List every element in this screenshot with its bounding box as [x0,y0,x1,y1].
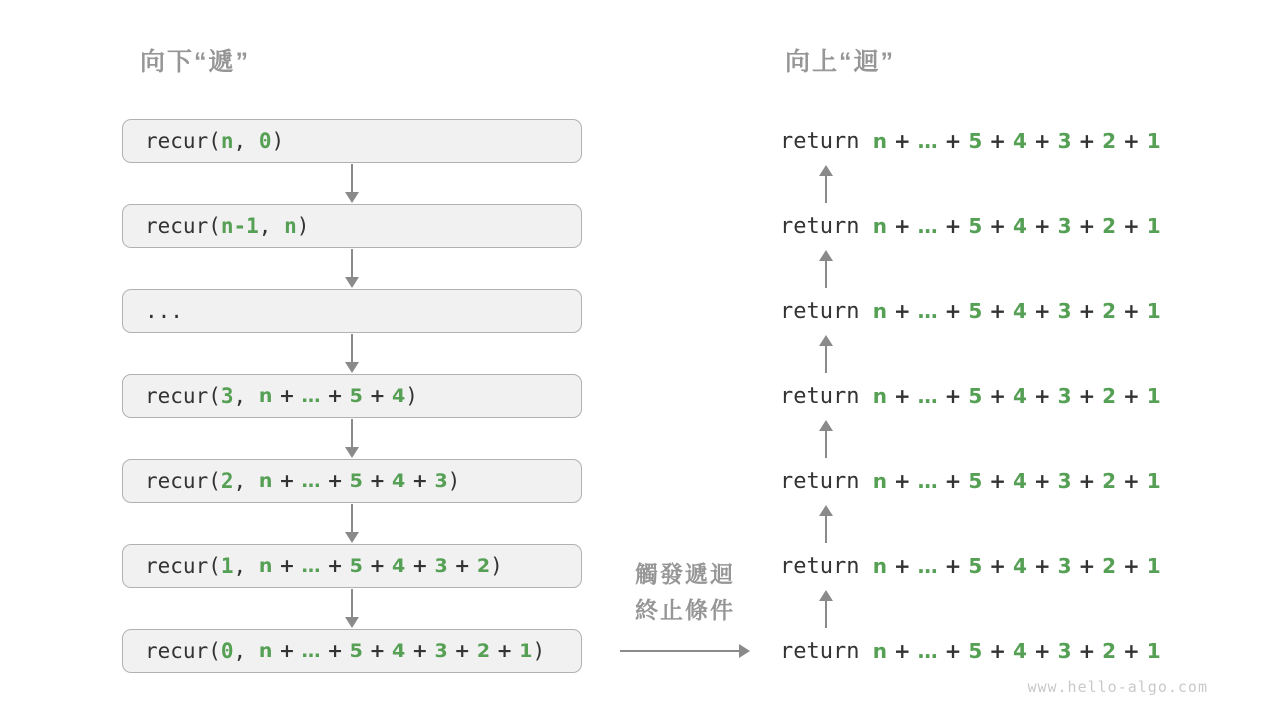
code-segment: + [272,385,302,407]
code-segment: … [917,384,938,408]
code-segment: n-1 [220,214,259,238]
code-segment: … [917,214,938,238]
code-segment: 4 [1012,129,1027,153]
code-segment: + [1071,214,1103,238]
code-segment: 5 [968,639,983,663]
code-segment: + [982,554,1013,578]
code-segment: 5 [968,469,983,493]
code-segment: 1 [1146,129,1161,153]
code-segment: + [982,129,1013,153]
code-segment: + [320,385,350,407]
code-segment: + [272,640,302,662]
code-segment: 3 [1057,554,1072,578]
code-segment: + [405,470,435,492]
code-segment: + [886,214,918,238]
code-segment: ) [271,129,285,153]
code-segment: n [258,555,273,577]
code-segment: 4 [1012,384,1027,408]
code-segment: + [886,129,918,153]
code-segment: + [1116,554,1147,578]
code-segment: n [284,214,297,238]
termination-annotation [615,556,755,628]
code-segment: 4 [1012,214,1027,238]
code-segment: + [320,555,350,577]
code-segment: n [872,214,887,238]
watermark: www.hello-algo.com [1027,678,1208,696]
code-segment: … [917,469,938,493]
code-segment: + [320,470,350,492]
down-arrow-icon [345,504,359,544]
code-segment: 3 [434,640,448,662]
recur-call-box-6 [122,629,582,673]
code-segment: n [872,384,887,408]
code-segment: 5 [349,470,363,492]
return-line-6 [780,629,1161,673]
code-segment: 2 [1102,299,1117,323]
code-segment: + [982,469,1013,493]
code-segment: 1 [1146,384,1161,408]
code-segment: + [1026,299,1058,323]
down-arrow-icon [345,419,359,459]
code-segment: n [220,129,234,153]
right-arrow-icon [620,644,750,658]
down-arrow-icon [345,249,359,289]
code-segment: + [272,555,302,577]
up-arrow-icon [819,165,833,203]
code-segment: 3 [220,384,234,408]
code-segment: n [872,129,887,153]
up-arrow-icon [819,590,833,628]
code-segment: 1 [220,554,234,578]
code-segment: , [233,469,259,493]
code-segment: 2 [476,555,491,577]
code-segment: + [320,640,350,662]
recur-call-box-3 [122,374,582,418]
code-segment: recur( [145,129,221,153]
code-segment: n [258,470,273,492]
code-segment: , [258,214,285,238]
code-segment: 1 [1146,214,1161,238]
code-segment: ) [405,384,418,408]
code-segment: , [233,384,259,408]
code-segment: + [1026,214,1058,238]
code-segment: + [1071,554,1103,578]
code-segment: … [917,129,938,153]
code-segment: 3 [1057,384,1072,408]
code-segment: + [886,384,918,408]
code-segment: 0 [220,639,234,663]
code-segment: n [872,554,887,578]
code-segment: 4 [1012,299,1027,323]
code-segment: 3 [1057,469,1072,493]
code-segment: + [1071,384,1103,408]
code-segment: + [1026,554,1058,578]
code-segment: 0 [258,129,272,153]
code-segment: 2 [1102,639,1117,663]
code-segment: return [780,213,873,239]
code-segment: + [1026,469,1058,493]
code-segment: n [872,299,887,323]
code-segment: return [780,128,873,154]
code-segment: + [982,384,1013,408]
code-segment: 1 [1146,639,1161,663]
return-line-5 [780,544,1161,588]
code-segment: 3 [434,555,448,577]
code-segment: + [1026,129,1058,153]
code-segment: + [937,299,969,323]
code-segment: + [1071,129,1103,153]
code-segment: 2 [1102,214,1117,238]
code-segment: return [780,638,873,664]
code-segment: + [1116,469,1147,493]
code-segment: 4 [1012,639,1027,663]
code-segment: + [405,555,435,577]
code-segment: n [872,639,887,663]
code-segment: 2 [1102,129,1117,153]
upward-return-header: 向上“迴” [785,48,896,76]
code-segment: return [780,298,873,324]
code-segment: 5 [968,129,983,153]
code-segment: 4 [392,470,406,492]
code-segment: + [1116,299,1147,323]
code-segment: return [780,468,873,494]
code-segment: + [1071,299,1103,323]
code-segment: 3 [1057,129,1072,153]
code-segment: + [1116,639,1147,663]
code-segment: + [886,469,918,493]
code-segment: recur( [145,384,221,408]
code-segment: + [362,470,393,492]
code-segment: 5 [349,555,363,577]
code-segment: + [362,385,393,407]
code-segment: ) [447,469,461,493]
code-segment: + [362,640,393,662]
code-segment: + [1116,214,1147,238]
code-segment: + [1071,639,1103,663]
code-segment: , [233,554,259,578]
code-segment: … [917,639,938,663]
code-segment: 1 [1146,299,1161,323]
code-segment: + [1116,384,1147,408]
code-segment: 1 [1146,469,1161,493]
code-segment: + [1026,639,1058,663]
code-segment: … [917,299,938,323]
code-segment: + [982,639,1013,663]
down-arrow-icon [345,589,359,629]
up-arrow-icon [819,505,833,543]
up-arrow-icon [819,335,833,373]
code-segment: 5 [349,640,363,662]
code-segment: 1 [519,640,533,662]
code-segment: 5 [349,385,363,407]
annotation-line1: 觸發遞迴 [635,561,735,587]
code-segment: + [937,129,969,153]
code-segment: + [490,640,520,662]
code-segment: 4 [392,555,406,577]
code-segment: 4 [392,385,406,407]
code-segment: + [982,214,1013,238]
code-segment: + [447,640,477,662]
code-segment: n [872,469,887,493]
code-segment: + [937,554,969,578]
up-arrow-icon [819,420,833,458]
code-segment: ) [296,214,310,238]
down-arrow-icon [345,334,359,374]
code-segment: 3 [434,470,448,492]
code-segment: 2 [1102,469,1117,493]
code-segment: + [886,639,918,663]
code-segment: recur( [145,214,221,238]
code-segment: 2 [476,640,491,662]
code-segment: 3 [1057,639,1072,663]
code-segment: + [937,384,969,408]
code-segment: ) [490,554,503,578]
code-segment: 3 [1057,214,1072,238]
code-segment: return [780,553,873,579]
recur-call-box-2 [122,289,582,333]
code-segment: 4 [392,640,406,662]
code-segment: 4 [1012,554,1027,578]
return-line-3 [780,374,1161,418]
code-segment: 1 [1146,554,1161,578]
code-segment: recur( [145,554,221,578]
return-line-0 [780,119,1161,163]
code-segment: 2 [1102,384,1117,408]
code-segment: 5 [968,214,983,238]
code-segment: n [258,640,273,662]
code-segment: n [258,385,273,407]
annotation-line2: 終止條件 [635,597,735,623]
downward-recurse-header: 向下“遞” [140,48,251,76]
code-segment: ... [145,299,183,323]
code-segment: … [301,640,321,662]
return-line-2 [780,289,1161,333]
code-segment: … [301,555,321,577]
code-segment: 4 [1012,469,1027,493]
return-line-4 [780,459,1161,503]
code-segment: return [780,383,873,409]
code-segment: + [405,640,435,662]
code-segment: + [1071,469,1103,493]
code-segment: + [886,554,918,578]
recur-call-box-0 [122,119,582,163]
code-segment: + [1116,129,1147,153]
code-segment: + [937,469,969,493]
code-segment: + [886,299,918,323]
code-segment: + [1026,384,1058,408]
code-segment: 5 [968,384,983,408]
code-segment: recur( [145,469,221,493]
code-segment: , [233,639,259,663]
code-segment: + [937,214,969,238]
code-segment: + [982,299,1013,323]
code-segment: ) [532,639,546,663]
recur-call-box-4 [122,459,582,503]
code-segment: , [233,129,259,153]
recur-call-box-1 [122,204,582,248]
code-segment: 5 [968,554,983,578]
code-segment: … [301,470,321,492]
code-segment: + [447,555,477,577]
code-segment: … [301,385,321,407]
code-segment: 5 [968,299,983,323]
up-arrow-icon [819,250,833,288]
code-segment: + [272,470,302,492]
return-line-1 [780,204,1161,248]
code-segment: 3 [1057,299,1072,323]
code-segment: 2 [220,469,234,493]
code-segment: recur( [145,639,221,663]
code-segment: … [917,554,938,578]
code-segment: 2 [1102,554,1117,578]
recur-call-box-5 [122,544,582,588]
code-segment: + [362,555,393,577]
code-segment: + [937,639,969,663]
down-arrow-icon [345,164,359,204]
